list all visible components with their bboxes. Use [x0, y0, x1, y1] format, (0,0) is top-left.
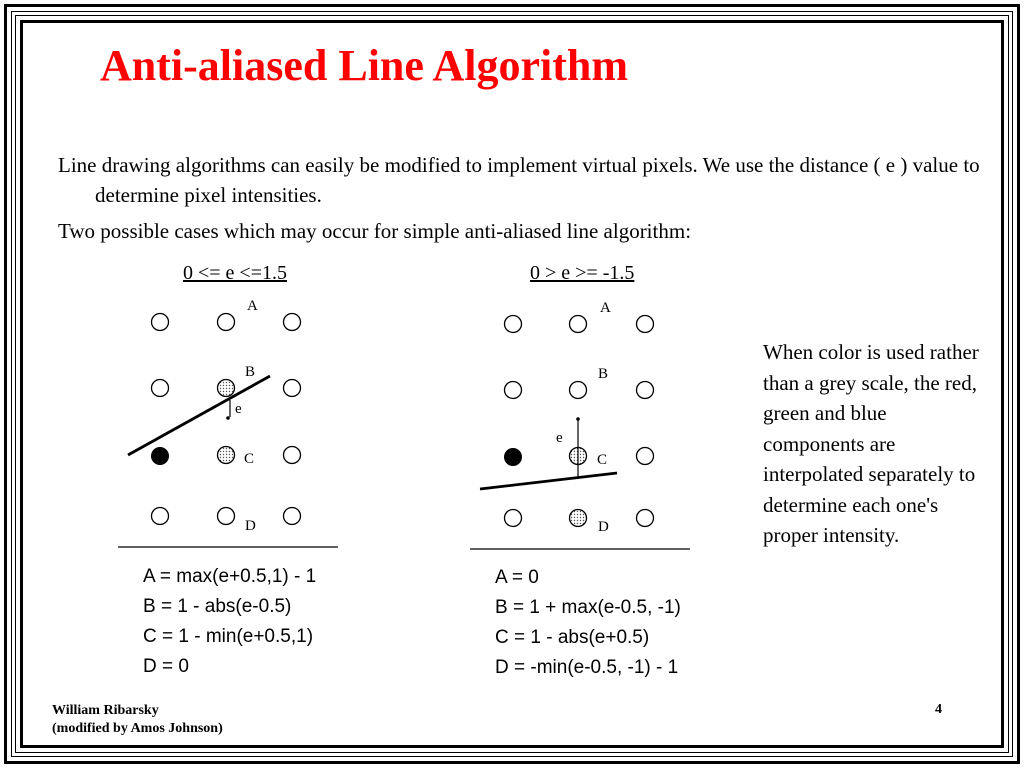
- pixel-circle: [505, 510, 522, 527]
- pixel-circle: [284, 314, 301, 331]
- case1-formula-c: C = 1 - min(e+0.5,1): [143, 626, 314, 647]
- case1-label-b: B: [245, 364, 256, 380]
- cases-paragraph: Two possible cases which may occur for simple anti-aliased line algorithm:: [58, 219, 692, 243]
- pixel-circle: [637, 382, 654, 399]
- case2-formula-a: A = 0: [495, 567, 539, 588]
- pixel-a-circle: [570, 316, 587, 333]
- pixel-b-shaded: [218, 380, 235, 397]
- pixel-circle: [152, 380, 169, 397]
- pixel-circle: [637, 316, 654, 333]
- page-number: 4: [935, 702, 942, 717]
- rasterized-line: [480, 473, 617, 489]
- pixel-b-circle: [570, 382, 587, 399]
- modified-by: (modified by Amos Johnson): [52, 721, 223, 736]
- case2-formula-d: D = -min(e-0.5, -1) - 1: [495, 657, 679, 678]
- filled-pixel: [151, 447, 169, 465]
- pixel-circle: [284, 508, 301, 525]
- pixel-circle: [284, 447, 301, 464]
- pixel-circle: [637, 510, 654, 527]
- pixel-circle: [637, 448, 654, 465]
- case1-label-a: A: [247, 298, 258, 314]
- case2-formula-b: B = 1 + max(e-0.5, -1): [495, 597, 681, 618]
- case1-condition: 0 <= e <=1.5: [183, 262, 287, 284]
- pixel-d-shaded: [570, 510, 587, 527]
- pixel-circle: [152, 314, 169, 331]
- rasterized-line: [128, 376, 270, 455]
- color-interpolation-note: When color is used rather than a grey scale, the red, green and blue components are interpolated separately to determine each one's proper intensity.: [763, 340, 979, 547]
- pixel-circle: [152, 508, 169, 525]
- case1-formula-d: D = 0: [143, 656, 189, 677]
- case1-formulas: [143, 562, 316, 682]
- e-point: [576, 417, 580, 421]
- case1-formula-b: B = 1 - abs(e-0.5): [143, 596, 292, 617]
- slide-title: Anti-aliased Line Algorithm: [100, 41, 629, 90]
- pixel-c-shaded: [218, 447, 235, 464]
- intro-paragraph: Line drawing algorithms can easily be modified to implement virtual pixels. We use the distance ( e ) value to determine pixel intensities.: [58, 153, 980, 207]
- author-name: William Ribarsky: [52, 703, 159, 718]
- case1-label-d: D: [245, 518, 256, 534]
- pixel-d-circle: [218, 508, 235, 525]
- pixel-circle: [284, 380, 301, 397]
- case2-formula-c: C = 1 - abs(e+0.5): [495, 627, 650, 648]
- case2-diagram: [470, 316, 690, 550]
- case2-label-d: D: [598, 519, 609, 535]
- case2-formulas: [495, 563, 681, 683]
- case2-label-e: e: [556, 430, 563, 446]
- footer-author: [52, 702, 223, 738]
- pixel-circle: [505, 382, 522, 399]
- e-point: [226, 416, 230, 420]
- case1-label-e: e: [235, 401, 242, 417]
- filled-pixel: [504, 448, 522, 466]
- case2-label-b: B: [598, 366, 609, 382]
- case2-label-c: C: [597, 452, 608, 468]
- case1-formula-a: A = max(e+0.5,1) - 1: [143, 566, 317, 587]
- case1-diagram: [118, 314, 338, 548]
- case2-condition: 0 > e >= -1.5: [530, 262, 635, 284]
- case1-label-c: C: [244, 451, 255, 467]
- case2-label-a: A: [600, 300, 611, 316]
- pixel-circle: [505, 316, 522, 333]
- pixel-a-circle: [218, 314, 235, 331]
